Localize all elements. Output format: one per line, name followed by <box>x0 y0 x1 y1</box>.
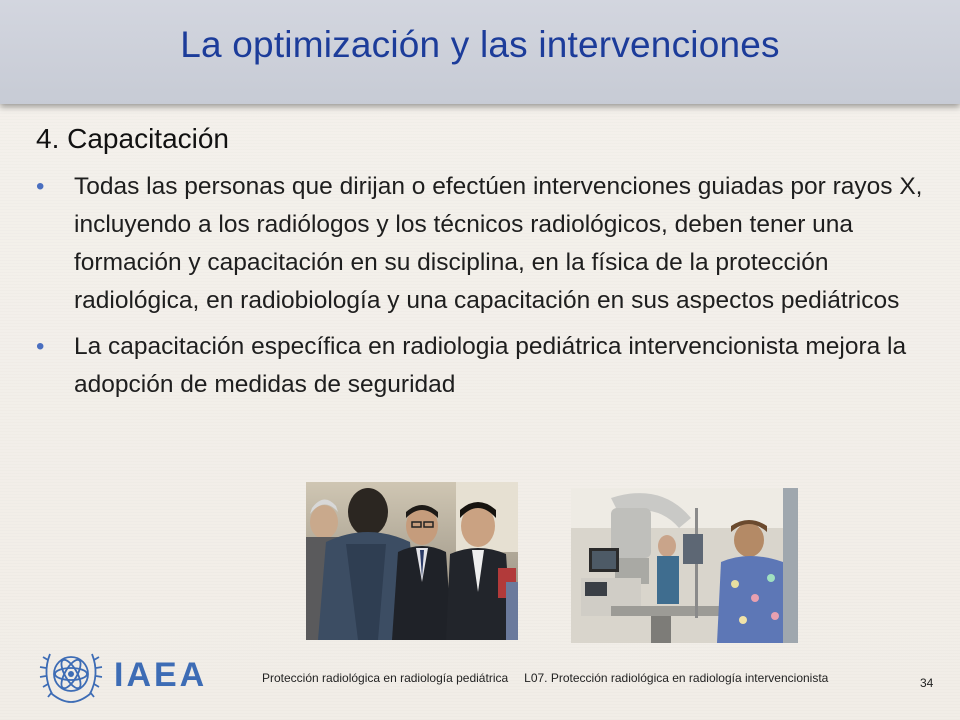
footer-lecture: L07. Protección radiológica en radiología intervencionista <box>524 671 829 685</box>
bullet-item <box>36 328 951 404</box>
footer-course: Protección radiológica en radiología pediátrica <box>262 671 509 685</box>
page-number: 34 <box>920 676 934 690</box>
bullet-text: La capacitación específica en radiologia pediátrica intervencionista mejora la adopción de medidas de seguridad <box>74 333 907 398</box>
bullet-text: Todas las personas que dirijan o efectúen intervenciones guiadas por rayos X, incluyendo a los radiólogos y los técnicos radiológicos, deben tener una formación y capacitación en su disciplina, en la física de la protección radiológica, en radiobiología y una capacitación en sus aspectos pediátricos <box>74 173 923 314</box>
section-heading: 4. Capacitación <box>36 123 230 154</box>
title-bar <box>0 0 960 104</box>
iaea-logo-text: IAEA <box>114 656 208 694</box>
interventional-room-photo <box>571 488 798 643</box>
group-training-photo <box>306 482 518 640</box>
slide-title: La optimización y las intervenciones <box>180 24 780 65</box>
bullet-marker: • <box>36 173 45 200</box>
bullet-item <box>36 168 951 320</box>
bullet-marker: • <box>36 333 45 360</box>
iaea-emblem-icon <box>38 644 104 706</box>
footer-caption <box>262 671 828 685</box>
bullet-list <box>36 168 951 412</box>
